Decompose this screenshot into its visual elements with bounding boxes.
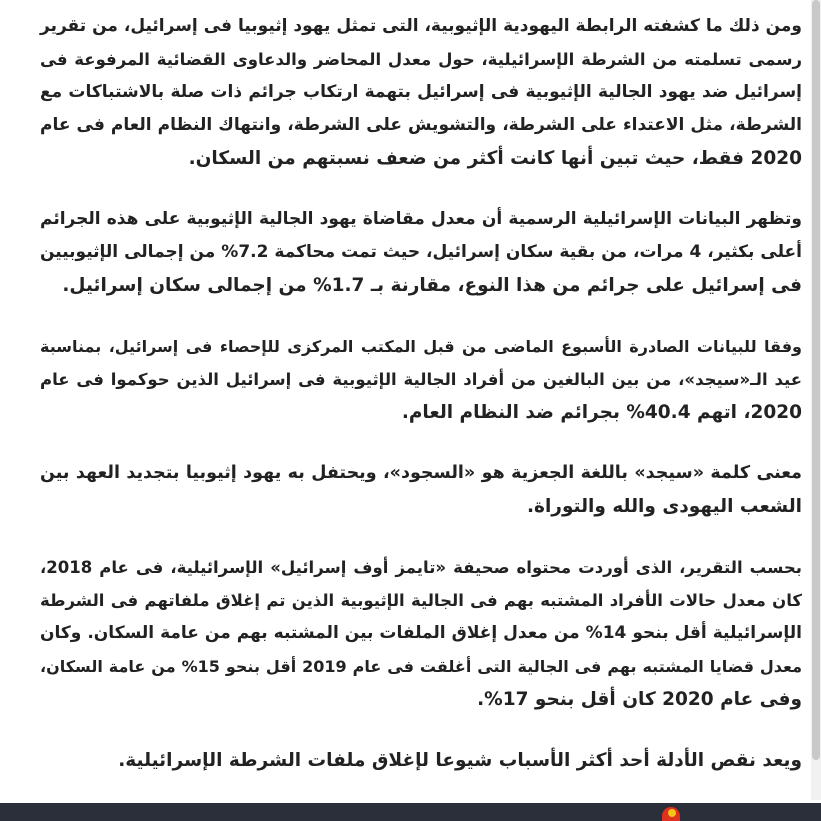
badge-dot-icon (668, 809, 676, 817)
text-line: رسمى تسلمته من الشرطة الإسرائيلية، حول معدل المحاضر والدعاوى القضائية المرفوعة فى (40, 50, 802, 69)
bottom-toolbar (0, 803, 821, 821)
text-line: إسرائيل ضد يهود الجالية الإثيوبية فى إسرائيل بتهمة ارتكاب جرائم ذات صلة بالاشتباكات مع (40, 82, 802, 102)
paragraph-1 (40, 10, 802, 175)
paragraph-2 (40, 203, 802, 302)
text-line: 2020 فقط، حيث تبين أنها كانت أكثر من ضعف نسبتهم من السكان. (188, 148, 802, 169)
text-line: بحسب التقرير، الذى أوردت محتواه صحيفة «تايمز أوف إسرائيل» الإسرائيلية، فى عام 2018، (40, 558, 802, 577)
scrollbar-thumb[interactable] (812, 0, 820, 760)
text-line: أعلى بكثير، 4 مرات، من بقية سكان إسرائيل، حيث تمت محاكمة 7.2% من إجمالى الإثيوبيين (40, 242, 802, 262)
paragraph-6 (40, 744, 802, 777)
text-line: ومن ذلك ما كشفته الرابطة اليهودية الإثيوبية، التى تمثل يهود إثيوبيا فى إسرائيل، من تقرير (40, 16, 802, 36)
paragraph-4 (40, 457, 802, 523)
paragraph-5 (40, 551, 802, 716)
vertical-scrollbar[interactable] (811, 0, 821, 800)
text-line: وتظهر البيانات الإسرائيلية الرسمية أن معدل مقاضاة يهود الجالية الإثيوبية على هذه الجرائم (40, 209, 802, 229)
article-body (40, 10, 802, 805)
text-line: الشعب اليهودى والله والتوراة. (527, 496, 802, 517)
text-line: 2020، اتهم 40.4% بجرائم ضد النظام العام. (401, 402, 802, 423)
text-line: فى إسرائيل على جرائم من هذا النوع، مقارنة بـ 1.7% من إجمالى سكان إسرائيل. (62, 275, 802, 296)
paragraph-3 (40, 330, 802, 429)
text-line: معنى كلمة «سيجد» باللغة الجعزية هو «السجود»، ويحتفل به يهود إثيوبيا بتجديد العهد بين (40, 463, 802, 483)
text-line: كان معدل حالات الأفراد المشتبه بهم فى الجالية الإثيوبية الذين تم إغلاق ملفاتهم فى الشرطة (40, 591, 802, 610)
text-line: الإسرائيلية أقل بنحو 14% من معدل إغلاق الملفات بين المشتبه بهم من عامة السكان. وكان (40, 623, 802, 643)
text-line: وفى عام 2020 كان أقل بنحو 17%. (477, 689, 802, 710)
app-badge-icon[interactable] (662, 807, 680, 821)
text-line: معدل قضايا المشتبه بهم فى الجالية التى أغلقت فى عام 2019 أقل بنحو 15% من عامة السكان، (40, 657, 802, 676)
text-line: الشرطة، مثل الاعتداء على الشرطة، والتشويش على الشرطة، وانتهاك النظام العام فى عام (40, 115, 802, 135)
text-line: وفقا للبيانات الصادرة الأسبوع الماضى من قبل المكتب المركزى للإحصاء فى إسرائيل، بمناسبة (40, 337, 802, 356)
text-line: ويعد نقص الأدلة أحد أكثر الأسباب شيوعا لإغلاق ملفات الشرطة الإسرائيلية. (118, 750, 802, 771)
text-line: عيد الـ«سيجد»، من بين البالغين من أفراد الجالية الإثيوبية فى إسرائيل الذين حوكموا فى عام (40, 370, 802, 389)
